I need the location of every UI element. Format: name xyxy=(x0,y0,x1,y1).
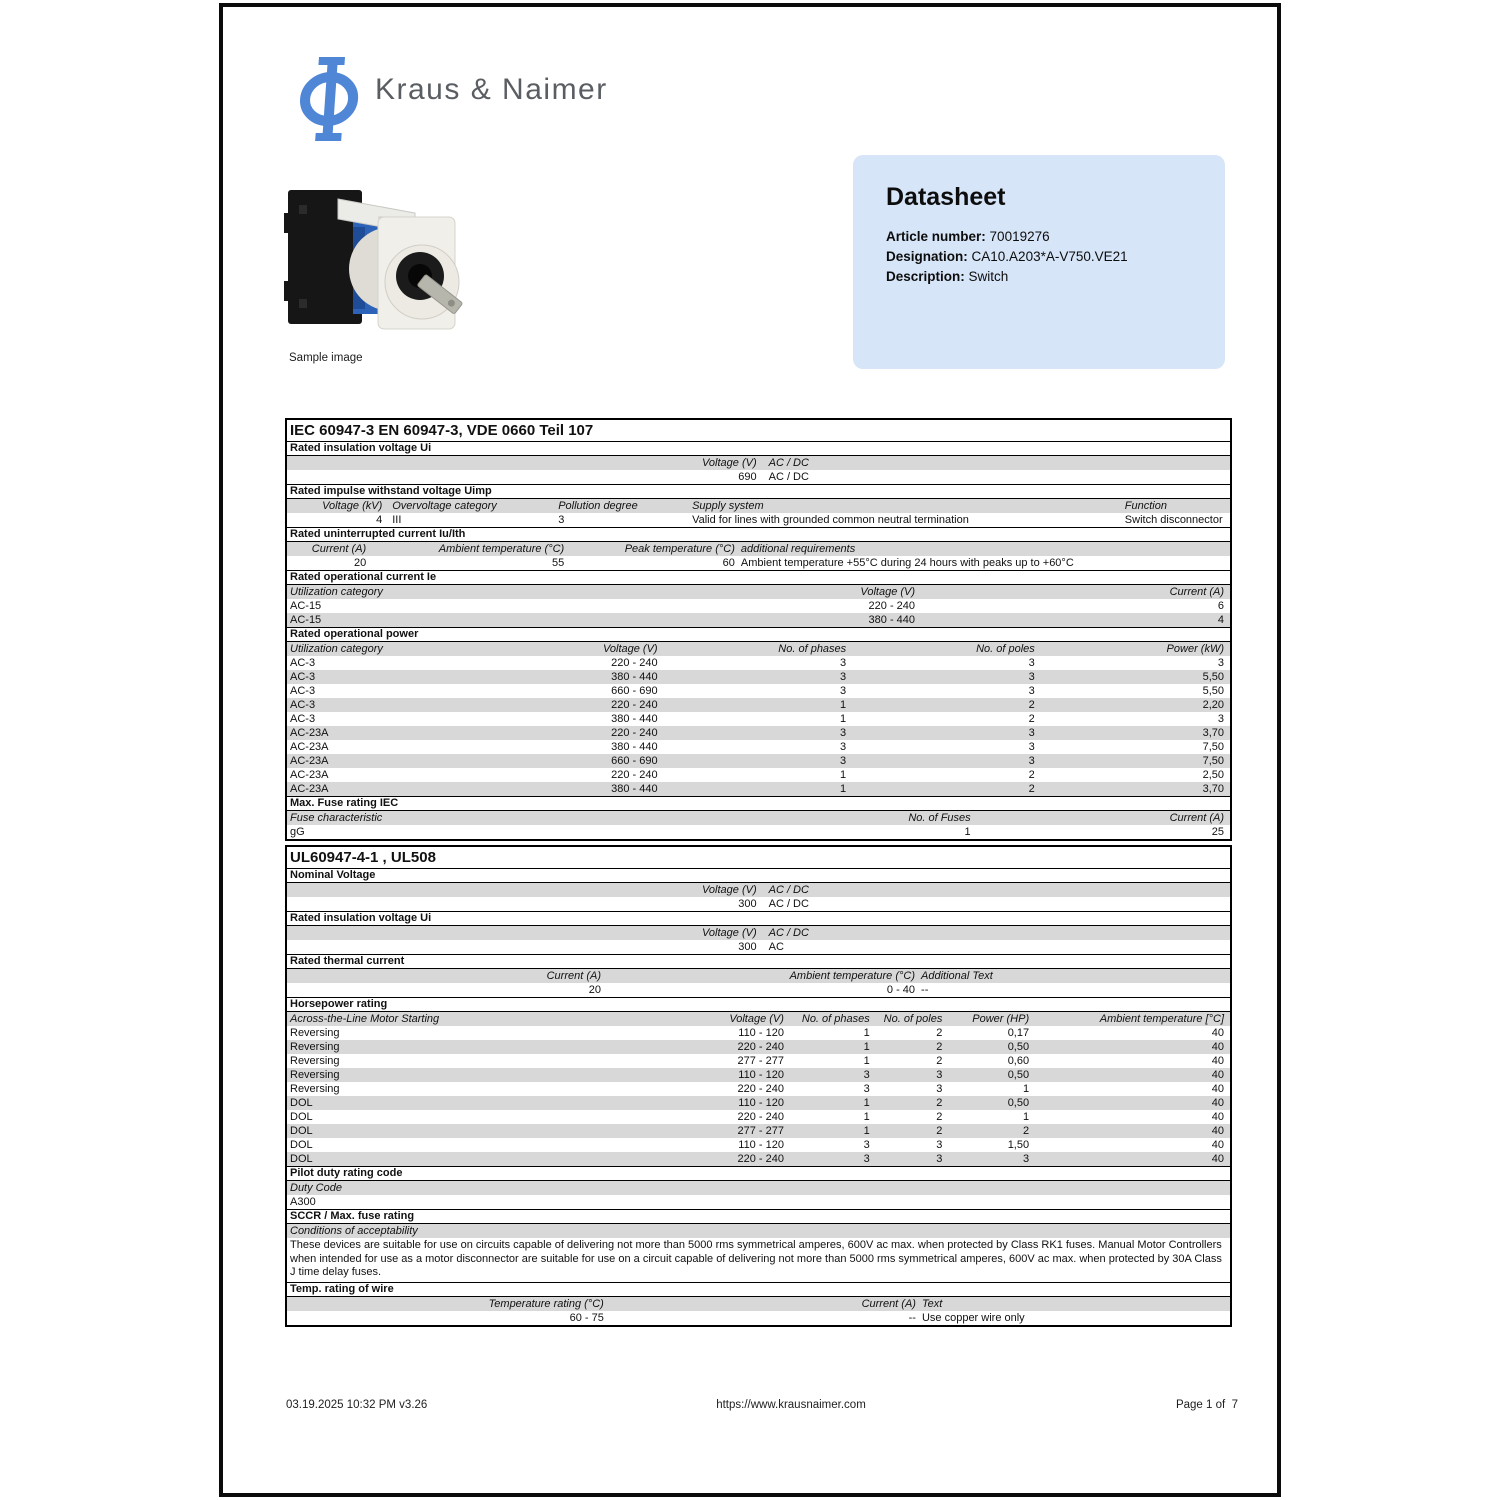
description-value: Switch xyxy=(968,269,1009,284)
table-cell: AC-15 xyxy=(290,600,322,612)
datasheet-info-panel xyxy=(853,155,1225,369)
table-cell: 2 xyxy=(1028,769,1035,781)
table-data-row xyxy=(287,1054,1230,1068)
table-cell: Power (kW) xyxy=(1166,643,1224,655)
section-header: Rated insulation voltage Ui xyxy=(287,911,1230,926)
table-cell: AC-3 xyxy=(290,657,316,669)
table-cell: 3 xyxy=(936,1153,943,1165)
iec-standards-table xyxy=(285,418,1232,841)
table-cell: No. of phases xyxy=(801,1013,870,1025)
table-cell: 0,50 xyxy=(1007,1069,1030,1081)
column-header-row xyxy=(287,883,1230,897)
table-cell: No. of poles xyxy=(883,1013,943,1025)
table-cell: Peak temperature (°C) xyxy=(624,543,735,555)
table-cell: Pollution degree xyxy=(558,500,638,512)
table-data-row xyxy=(287,1110,1230,1124)
table-cell: 110 - 120 xyxy=(738,1069,784,1081)
table-data-row xyxy=(287,613,1230,627)
table-cell: 380 - 440 xyxy=(868,614,916,626)
product-sample-image xyxy=(283,177,473,337)
table-cell: Current (A) xyxy=(1169,586,1224,598)
table-cell: 0,50 xyxy=(1007,1097,1030,1109)
table-cell: AC / DC xyxy=(768,471,809,483)
table-data-row xyxy=(287,782,1230,796)
table-data-row xyxy=(287,740,1230,754)
table-cell: Valid for lines with grounded common neutral termination xyxy=(692,514,969,526)
table-cell: Supply system xyxy=(692,500,764,512)
column-header-row xyxy=(287,1181,1230,1195)
table-cell: 3 xyxy=(1028,741,1035,753)
table-cell: 3 xyxy=(840,741,847,753)
table-data-row xyxy=(287,1068,1230,1082)
table-cell: 3 xyxy=(1217,657,1224,669)
footer-page-number: Page 1 of 7 xyxy=(1175,1399,1238,1411)
table-cell: Conditions of acceptability xyxy=(290,1225,418,1237)
table-cell: 1 xyxy=(863,1111,870,1123)
table-cell: No. of Fuses xyxy=(908,812,971,824)
table-cell: 1 xyxy=(840,713,847,725)
table-data-row xyxy=(287,1082,1230,1096)
footer-url: https://www.krausnaimer.com xyxy=(716,1399,866,1411)
section-header: Rated uninterrupted current Iu/Ith xyxy=(287,527,1230,542)
table-cell: AC-15 xyxy=(290,614,322,626)
table-cell: -- xyxy=(908,1311,916,1324)
table-cell: 220 - 240 xyxy=(611,769,658,781)
table-cell: DOL xyxy=(290,1111,313,1123)
table-cell: 3 xyxy=(1028,657,1035,669)
table-data-row xyxy=(287,670,1230,684)
table-cell: 3 xyxy=(840,727,847,739)
table-cell: Voltage (V) xyxy=(701,927,757,939)
table-cell: 40 xyxy=(1211,1153,1224,1165)
table-data-row xyxy=(287,684,1230,698)
table-cell: 220 - 240 xyxy=(611,657,658,669)
datasheet-page xyxy=(219,3,1281,1497)
table-cell: 2 xyxy=(1028,699,1035,711)
table-cell: Duty Code xyxy=(290,1182,342,1194)
table-cell: 300 xyxy=(738,898,757,910)
table-cell: 1 xyxy=(863,1125,870,1137)
table-cell: Current (A) xyxy=(311,543,367,555)
table-cell: 660 - 690 xyxy=(611,755,658,767)
table-data-row xyxy=(287,983,1230,997)
table-cell: 380 - 440 xyxy=(611,671,658,683)
table-cell: 220 - 240 xyxy=(737,1111,784,1123)
table-cell: Overvoltage category xyxy=(392,500,497,512)
table-cell: 2 xyxy=(936,1027,943,1039)
table-cell: Ambient temperature (°C) xyxy=(438,543,565,555)
table-cell: 1 xyxy=(863,1041,870,1053)
table-data-row xyxy=(287,754,1230,768)
table-cell: AC-23A xyxy=(290,741,329,753)
table-cell: Ambient temperature (°C) xyxy=(789,970,916,982)
section-header: Pilot duty rating code xyxy=(287,1166,1230,1181)
table-cell: 300 xyxy=(738,941,757,953)
table-cell: AC / DC xyxy=(768,898,809,910)
table-cell: 2,50 xyxy=(1202,769,1224,781)
table-cell: Text xyxy=(921,1297,943,1310)
table-cell: 380 - 440 xyxy=(611,713,658,725)
table-cell: additional requirements xyxy=(740,543,856,555)
table-cell: 60 xyxy=(722,557,735,569)
designation-value: CA10.A203*A-V750.VE21 xyxy=(971,249,1128,264)
table-cell: 2 xyxy=(1028,783,1035,795)
section-header: Rated operational power xyxy=(287,627,1230,642)
table-cell: 1 xyxy=(863,1027,870,1039)
table-data-row xyxy=(287,712,1230,726)
table-data-row xyxy=(287,1026,1230,1040)
kraus-naimer-logo-icon xyxy=(299,57,361,141)
table-data-row xyxy=(287,556,1230,570)
table-cell: AC-3 xyxy=(290,671,316,683)
table-cell: 1 xyxy=(840,699,847,711)
table-cell: AC / DC xyxy=(768,884,809,896)
table-cell: 40 xyxy=(1211,1125,1224,1137)
designation-label: Designation: xyxy=(886,249,968,264)
table-cell: Reversing xyxy=(290,1083,340,1095)
datasheet-fields xyxy=(886,227,1225,287)
table-cell: 277 - 277 xyxy=(737,1125,784,1137)
table-cell: Voltage (V) xyxy=(701,884,757,896)
description-line xyxy=(886,267,1225,287)
table-data-row xyxy=(287,599,1230,613)
table-cell: Ambient temperature +55°C during 24 hours with peaks up to +60°C xyxy=(740,557,1074,569)
table-cell: 220 - 240 xyxy=(611,727,658,739)
column-header-row xyxy=(287,969,1230,983)
table-cell: 3 xyxy=(1028,685,1035,697)
table-cell: 4 xyxy=(1217,614,1224,626)
table-cell: AC-3 xyxy=(290,685,316,697)
column-header-row xyxy=(287,811,1230,825)
table-cell: 25 xyxy=(1211,826,1224,838)
column-header-row xyxy=(287,926,1230,940)
table-cell: 2 xyxy=(936,1041,943,1053)
table-cell: AC-3 xyxy=(290,699,316,711)
table-cell: No. of phases xyxy=(778,643,847,655)
table-cell: 3,70 xyxy=(1202,727,1224,739)
table-cell: AC xyxy=(768,941,784,953)
table-cell: 7,50 xyxy=(1202,755,1224,767)
table-data-row xyxy=(287,1096,1230,1110)
table-cell: Current (A) xyxy=(861,1297,916,1310)
column-header-row xyxy=(287,1297,1230,1311)
table-cell: 40 xyxy=(1211,1111,1224,1123)
spec-tables xyxy=(285,418,1232,1331)
table-cell: 277 - 277 xyxy=(737,1055,784,1067)
column-header-row xyxy=(287,542,1230,556)
table-cell: 0,50 xyxy=(1007,1041,1030,1053)
table-cell: 1 xyxy=(964,826,971,838)
table-cell: 2,20 xyxy=(1202,699,1224,711)
table-cell: Current (A) xyxy=(1169,812,1224,824)
table-cell: 40 xyxy=(1211,1055,1224,1067)
table-cell: AC / DC xyxy=(768,927,809,939)
footer-timestamp: 03.19.2025 10:32 PM v3.26 xyxy=(286,1399,428,1411)
section-header: Rated thermal current xyxy=(287,954,1230,969)
table-cell: 60 - 75 xyxy=(569,1311,604,1324)
table-cell: 20 xyxy=(588,984,602,996)
table-cell: 3 xyxy=(863,1069,870,1081)
table-cell: Fuse characteristic xyxy=(290,812,383,824)
table-cell: 4 xyxy=(376,514,383,526)
table-cell: AC-23A xyxy=(290,727,329,739)
table-data-row xyxy=(287,768,1230,782)
table-cell: 220 - 240 xyxy=(737,1041,784,1053)
table-cell: AC-23A xyxy=(290,769,329,781)
column-header-row xyxy=(287,642,1230,656)
table-cell: Additional Text xyxy=(921,970,993,982)
table-cell: AC-23A xyxy=(290,783,329,795)
table-cell: 1 xyxy=(863,1097,870,1109)
table-cell: DOL xyxy=(290,1139,313,1151)
table-cell: 1 xyxy=(840,769,847,781)
table-data-row xyxy=(287,470,1230,484)
table-cell: III xyxy=(392,514,402,526)
section-header: Max. Fuse rating IEC xyxy=(287,796,1230,811)
table-cell: 40 xyxy=(1211,1041,1224,1053)
table-data-row xyxy=(287,1152,1230,1166)
table-cell: 3 xyxy=(840,685,847,697)
table-cell: Voltage (kV) xyxy=(322,500,383,512)
table-cell: Across-the-Line Motor Starting xyxy=(290,1013,440,1025)
article-number-label: Article number: xyxy=(886,229,986,244)
table-cell: gG xyxy=(290,826,305,838)
table-cell: 2 xyxy=(936,1097,943,1109)
table-cell: 55 xyxy=(551,557,565,569)
table-data-row xyxy=(287,698,1230,712)
table-cell: Voltage (V) xyxy=(602,643,658,655)
table-cell: 3 xyxy=(863,1139,870,1151)
table-cell: Voltage (V) xyxy=(860,586,916,598)
table-cell: DOL xyxy=(290,1097,313,1109)
ul-standards-table xyxy=(285,845,1232,1327)
table-cell: 3 xyxy=(936,1139,943,1151)
section-header: Nominal Voltage xyxy=(287,869,1230,883)
table-cell: 40 xyxy=(1211,1083,1224,1095)
table-cell: Temperature rating (°C) xyxy=(488,1297,604,1310)
table-cell: 1 xyxy=(1022,1083,1030,1095)
article-number-line xyxy=(886,227,1225,247)
datasheet-title: Datasheet xyxy=(886,183,1006,211)
table-cell: 40 xyxy=(1211,1139,1224,1151)
table-cell: -- xyxy=(921,984,929,996)
table-cell: 7,50 xyxy=(1202,741,1224,753)
table-cell: 0 - 40 xyxy=(886,984,916,996)
table-cell: AC-3 xyxy=(290,713,316,725)
table-data-row xyxy=(287,940,1230,954)
column-header-row xyxy=(287,456,1230,470)
table-cell: 660 - 690 xyxy=(611,685,658,697)
table-title: IEC 60947-3 EN 60947-3, VDE 0660 Teil 107 xyxy=(287,420,1230,442)
designation-line xyxy=(886,247,1225,267)
table-cell: 3 xyxy=(936,1083,943,1095)
table-data-row xyxy=(287,656,1230,670)
table-cell: 110 - 120 xyxy=(738,1027,784,1039)
table-cell: 110 - 120 xyxy=(738,1139,784,1151)
table-cell: 3 xyxy=(1022,1153,1030,1165)
table-title: UL60947-4-1 , UL508 xyxy=(287,847,1230,869)
table-cell: 220 - 240 xyxy=(737,1153,784,1165)
table-cell: No. of poles xyxy=(976,643,1035,655)
table-cell: 3 xyxy=(840,755,847,767)
table-cell: 3 xyxy=(1028,727,1035,739)
table-cell: Reversing xyxy=(290,1041,340,1053)
table-cell: 2 xyxy=(936,1111,943,1123)
table-cell: 6 xyxy=(1217,600,1224,612)
section-header: Rated operational current Ie xyxy=(287,570,1230,585)
sample-image-caption: Sample image xyxy=(289,352,363,364)
column-header-row xyxy=(287,499,1230,513)
table-cell: 110 - 120 xyxy=(738,1097,784,1109)
table-cell: 3 xyxy=(840,671,847,683)
table-cell: 380 - 440 xyxy=(611,741,658,753)
brand-name: Kraus & Naimer xyxy=(375,73,608,106)
table-cell: 2 xyxy=(936,1125,943,1137)
table-cell: Utilization category xyxy=(290,643,383,655)
description-label: Description: xyxy=(886,269,965,284)
table-data-row xyxy=(287,897,1230,911)
section-header: Horsepower rating xyxy=(287,997,1230,1012)
section-header: SCCR / Max. fuse rating xyxy=(287,1209,1230,1224)
table-cell: 1 xyxy=(863,1055,870,1067)
table-cell: Voltage (V) xyxy=(701,457,757,469)
section-header: Rated insulation voltage Ui xyxy=(287,442,1230,456)
table-cell: 3 xyxy=(863,1083,870,1095)
table-cell: Reversing xyxy=(290,1027,340,1039)
table-cell: DOL xyxy=(290,1153,313,1165)
table-cell: 3 xyxy=(863,1153,870,1165)
table-data-row xyxy=(287,1040,1230,1054)
table-data-row xyxy=(287,1124,1230,1138)
table-cell: Use copper wire only xyxy=(921,1311,1025,1324)
table-cell: 220 - 240 xyxy=(868,600,916,612)
table-data-row xyxy=(287,825,1230,839)
table-cell: AC-23A xyxy=(290,755,329,767)
table-cell: 0,60 xyxy=(1007,1055,1030,1067)
section-header: Rated impulse withstand voltage Uimp xyxy=(287,484,1230,499)
table-cell: 3,70 xyxy=(1202,783,1224,795)
table-cell: These devices are suitable for use on circuits capable of delivering not more than 5000 rms symmetrical amperes, 600V ac max. when protected by Class RK1 fuses. Manual Motor Controllers when intended for use as a motor disconnector are suitable for use on a circuit capable of delivering not more than 5000 rms symmetrical amperes, 600V ac max. when protected by 30A Class J time delay fuses. xyxy=(290,1239,1222,1278)
table-cell: 5,50 xyxy=(1202,671,1224,683)
table-data-row xyxy=(287,1311,1230,1325)
column-header-row xyxy=(287,1224,1230,1238)
column-header-row xyxy=(287,585,1230,599)
table-cell: Power (HP) xyxy=(972,1013,1030,1025)
table-cell: 0,17 xyxy=(1007,1027,1030,1039)
table-paragraph-row xyxy=(287,1238,1230,1282)
column-header-row xyxy=(287,1012,1230,1026)
table-cell: Function xyxy=(1124,500,1167,512)
table-cell: 40 xyxy=(1211,1097,1224,1109)
table-cell: 220 - 240 xyxy=(611,699,658,711)
table-data-row xyxy=(287,513,1230,527)
table-data-row xyxy=(287,1138,1230,1152)
table-cell: 3 xyxy=(1028,671,1035,683)
table-cell: Switch disconnector xyxy=(1124,514,1223,526)
table-cell: 3 xyxy=(840,657,847,669)
table-cell: 20 xyxy=(353,557,367,569)
table-cell: 220 - 240 xyxy=(737,1083,784,1095)
table-cell: 3 xyxy=(936,1069,943,1081)
table-data-row xyxy=(287,726,1230,740)
section-header: Temp. rating of wire xyxy=(287,1282,1230,1297)
table-cell: Reversing xyxy=(290,1069,340,1081)
article-number-value: 70019276 xyxy=(989,229,1050,244)
table-cell: Reversing xyxy=(290,1055,340,1067)
table-cell: 40 xyxy=(1211,1027,1224,1039)
table-cell: 40 xyxy=(1211,1069,1224,1081)
table-cell: 2 xyxy=(936,1055,943,1067)
table-cell: Current (A) xyxy=(546,970,602,982)
table-cell: 2 xyxy=(1028,713,1035,725)
table-cell: 3 xyxy=(1217,713,1224,725)
table-cell: DOL xyxy=(290,1125,313,1137)
table-cell: 380 - 440 xyxy=(611,783,658,795)
table-cell: 1 xyxy=(840,783,847,795)
table-cell: Ambient temperature [°C] xyxy=(1099,1013,1224,1025)
table-cell: 1 xyxy=(1022,1111,1030,1123)
table-cell: 3 xyxy=(1028,755,1035,767)
table-cell: 2 xyxy=(1022,1125,1030,1137)
table-cell: 5,50 xyxy=(1202,685,1224,697)
table-cell: Utilization category xyxy=(290,586,383,598)
table-cell: 1,50 xyxy=(1007,1139,1030,1151)
table-cell: A300 xyxy=(290,1196,316,1208)
table-cell: 3 xyxy=(558,514,565,526)
table-cell: 690 xyxy=(738,471,757,483)
table-data-row xyxy=(287,1195,1230,1209)
table-cell: AC / DC xyxy=(768,457,809,469)
table-cell: Voltage (V) xyxy=(729,1013,784,1025)
